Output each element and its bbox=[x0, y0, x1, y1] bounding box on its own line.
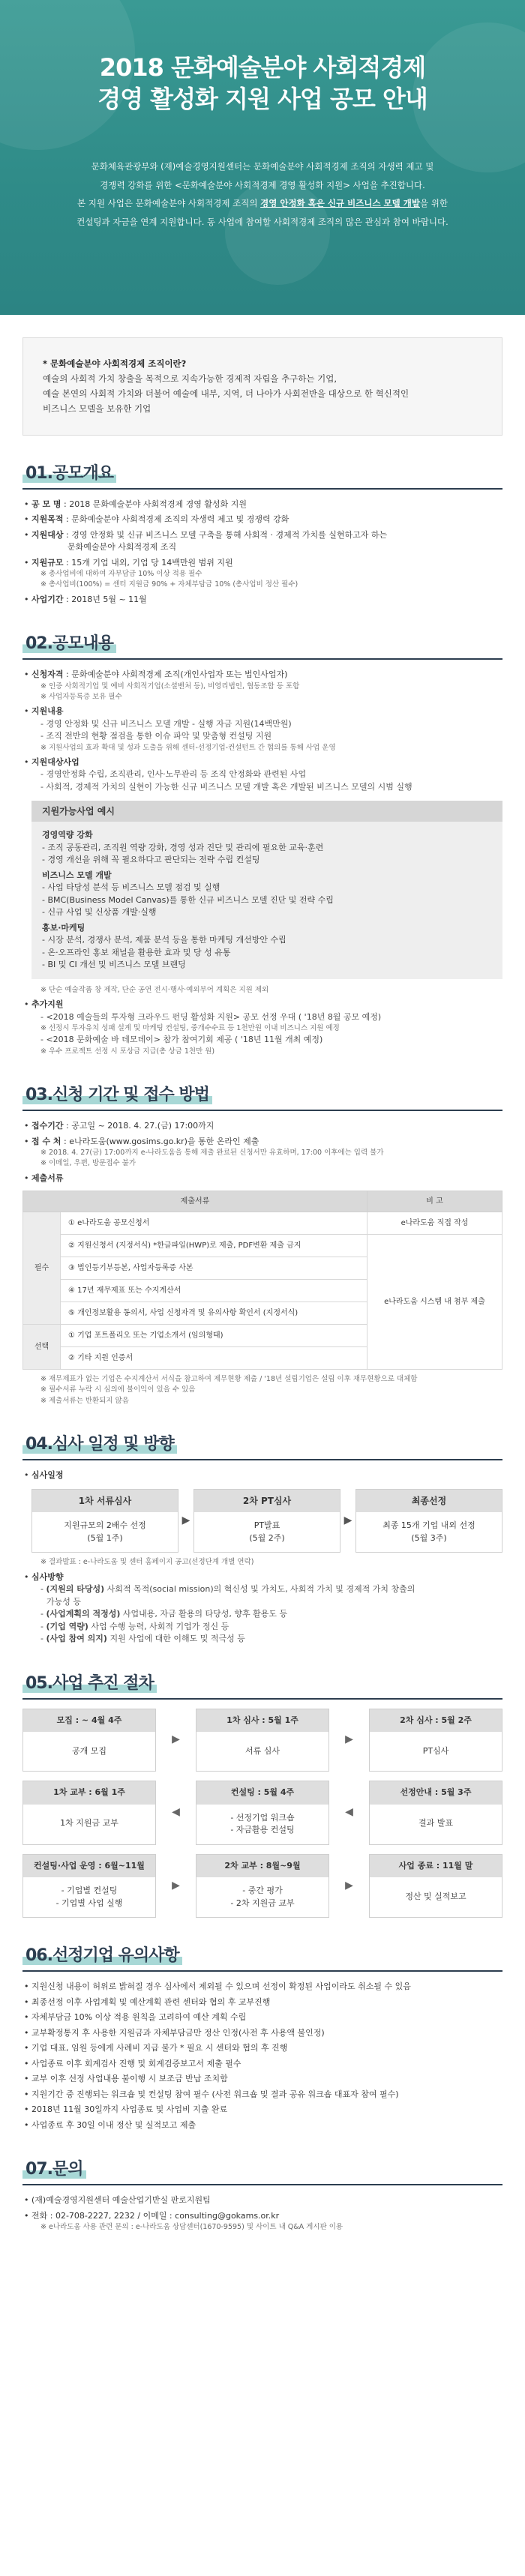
section-title-text bbox=[22, 1086, 212, 1104]
example-item: - 사업 타당성 분석 등 비즈니스 모델 점검 및 실행 bbox=[42, 882, 220, 893]
section-number: 01. bbox=[26, 463, 52, 483]
note: ※ e나라도움 사용 관련 문의 : e-나라도움 상담센터(1670-9595) 및 사이트 내 Q&A 게시판 이용 bbox=[40, 2223, 344, 2231]
item-key: 지원대상 bbox=[32, 529, 64, 540]
process-step bbox=[22, 1854, 156, 1919]
section-name: 공모내용 bbox=[52, 634, 113, 653]
note: ※ 지원사업의 효과 확대 및 성과 도출을 위해 센터-선정기업-컨설턴트 간 협의를 통해 사업 운영 bbox=[40, 743, 336, 752]
notice-item: • 지원신청 내용이 허위로 밝혀질 경우 심사에서 제외될 수 있으며 선정이 확정된 사업이라도 취소될 수 있음 bbox=[22, 1981, 502, 1993]
direction-value: 사업 수행 능력, 사회적 기업가 정신 등 bbox=[88, 1621, 230, 1631]
note: ※ 총사업비에 대하여 자부담금 10% 이상 적용 필수 bbox=[40, 570, 202, 578]
schedule-date: (5월 3주) bbox=[411, 1532, 447, 1543]
step-title: 모집 : ~ 4월 4주 bbox=[23, 1709, 155, 1733]
item-key: 지원목적 bbox=[32, 514, 64, 524]
review-schedule bbox=[32, 1489, 502, 1553]
arrow-left-icon: ◀ bbox=[172, 1806, 180, 1819]
process-step bbox=[369, 1854, 502, 1919]
section-name: 선정기업 유의사항 bbox=[52, 1946, 179, 1965]
process-step bbox=[22, 1781, 156, 1845]
desc-line: 문화체육관광부와 (재)예술경영지원센터는 문화예술분야 사회적경제 조직의 자생력 제고 및 bbox=[91, 161, 434, 172]
review-direction: - (사업계획의 적정성) 사업내용, 자금 활용의 타당성, 향후 활용도 등 bbox=[40, 1609, 288, 1619]
schedule-box-body bbox=[194, 1512, 340, 1552]
section-number: 06. bbox=[26, 1946, 52, 1965]
intro-line: 예술 본연의 사회적 가치와 더불어 예술에 내부, 지역, 더 나아가 사회전반을 대상으로 한 혁신적인 bbox=[43, 388, 410, 400]
example-item: - 온·오프라인 홍보 채널을 활용한 효과 및 당 성 유통 bbox=[42, 947, 231, 957]
notice-item: • 2018년 11월 30일까지 사업종료 및 사업비 지출 완료 bbox=[22, 2104, 502, 2116]
table-cell: ① e나라도움 공모신청서 bbox=[61, 1212, 368, 1235]
note: ※ 우수 프로젝트 선정 시 포상금 지급(총 상금 1천만 원) bbox=[40, 1047, 215, 1056]
section-title bbox=[22, 1671, 502, 1700]
section-title bbox=[22, 1432, 502, 1460]
table-cell: e나라도움 직접 작성 bbox=[368, 1212, 502, 1235]
note: ※ 선정시 투자유치 성패 설계 및 마케팅 컨설팅, 중개수수료 등 1천만원 이내 비즈니스 지원 예정 bbox=[40, 1024, 340, 1032]
item-value: : 경영 안정화 및 신규 비즈니스 모델 구축을 통해 사회적 · 경제적 가치를 실현하고자 하는 bbox=[63, 529, 388, 540]
table-cell: ② 지원신청서 (지정서식) *한글파일(HWP)로 제출, PDF변환 제출 금지 bbox=[61, 1235, 368, 1257]
section-application bbox=[0, 1083, 525, 1406]
step-body: PT심사 bbox=[422, 1745, 449, 1756]
example-category: 홍보·마케팅 bbox=[42, 922, 86, 933]
arrow-right-icon: ▶ bbox=[172, 1733, 180, 1746]
section-number: 02. bbox=[26, 634, 52, 653]
notice-item: • 자체부담금 10% 이상 적용 원칙을 고려하여 예산 계획 수립 bbox=[22, 2011, 502, 2024]
review-item bbox=[22, 1571, 502, 1584]
section-name: 문의 bbox=[52, 2160, 83, 2179]
example-item: - 경영 개선을 위해 꼭 필요하다고 판단되는 전략 수립 컨설팅 bbox=[42, 855, 260, 865]
notice-item: • 기업 대표, 임원 등에게 사례비 지급 불가 * 필요 시 센터와 협의 후 진행 bbox=[22, 2042, 502, 2055]
table-cell: ② 기타 지원 인증서 bbox=[61, 1347, 368, 1370]
step-body: 결과 발표 bbox=[418, 1818, 453, 1829]
direction-value: 사업내용, 자금 활용의 타당성, 향후 활용도 등 bbox=[120, 1609, 288, 1619]
section-number: 07. bbox=[26, 2160, 52, 2179]
application-item bbox=[22, 1136, 502, 1149]
note: ※ 재무제표가 없는 기업은 수지계산서 서식을 참고하여 제무현황 제출 / '18년 설립기업은 설립 이후 재무현황으로 대체함 bbox=[40, 1375, 418, 1383]
section-title bbox=[22, 2157, 502, 2185]
direction-key: (기업 역량) bbox=[46, 1621, 88, 1631]
item-key: 추가지원 bbox=[32, 999, 64, 1009]
notice-item: • 최종선정 이후 사업계획 및 예산계획 관련 센터와 협의 후 교부진행 bbox=[22, 1996, 502, 2009]
note: ※ 필수서류 누락 시 심의에 불이익이 있을 수 있음 bbox=[40, 1385, 196, 1394]
schedule-box bbox=[32, 1489, 178, 1553]
schedule-text: PT발표 bbox=[254, 1520, 280, 1531]
process-step bbox=[196, 1854, 329, 1919]
step-title: 2차 교부 : 8월~9월 bbox=[196, 1855, 328, 1878]
desc-line bbox=[52, 195, 472, 213]
schedule-box-title: 1차 서류심사 bbox=[32, 1490, 178, 1512]
overview-item bbox=[22, 514, 502, 526]
example-item: - 신규 사업 및 신상품 개발·실행 bbox=[42, 907, 157, 918]
table-cell: e나라도움 시스템 내 첨부 제출 bbox=[368, 1235, 502, 1370]
step-body: - 기업별 컨설팅 - 기업별 사업 실행 bbox=[56, 1886, 123, 1908]
note: ※ 결과발표 : e-나라도움 및 센터 홈페이지 공고(선정단계 개별 연락) bbox=[40, 1558, 254, 1567]
intro-line: 비즈니스 모델을 보유한 기업 bbox=[43, 403, 152, 415]
direction-key: (사업 참여 의지) bbox=[46, 1634, 107, 1643]
page-title bbox=[0, 0, 525, 115]
sub-item: - 조직 전반의 현황 점검을 통한 이슈 파악 및 맞춤형 컨설팅 지원 bbox=[40, 731, 272, 741]
title-line2: 경영 활성화 지원 사업 공모 안내 bbox=[98, 84, 428, 113]
item-value: : e나라도움(www.gosims.go.kr)을 통한 온라인 제출 bbox=[61, 1136, 260, 1146]
item-key: 지원대상사업 bbox=[32, 756, 80, 767]
review-direction: - (사업 참여 의지) 지원 사업에 대한 이해도 및 적극성 등 bbox=[40, 1634, 245, 1643]
process-row bbox=[22, 1709, 502, 1772]
contact-item[interactable]: • 전화 : 02-708-2227, 2232 / 이메일 : consulting@gokams.or.kr bbox=[22, 2210, 502, 2223]
step-title: 컨설팅·사업 운영 : 6월~11월 bbox=[23, 1855, 155, 1878]
example-item: - BMC(Business Model Canvas)를 통한 신규 비즈니스 모델 진단 및 전략 수립 bbox=[42, 894, 334, 905]
section-title-text bbox=[22, 1946, 182, 1965]
section-content bbox=[0, 631, 525, 1057]
note: ※ 사업자등록증 보유 필수 bbox=[40, 692, 122, 701]
section-name: 사업 추진 절차 bbox=[52, 1673, 154, 1693]
schedule-text: 최종 15개 기업 내외 선정 bbox=[382, 1520, 476, 1531]
review-item bbox=[22, 1469, 502, 1482]
process-step bbox=[196, 1781, 329, 1845]
desc-highlight: 경영 안정화 혹은 신규 비즈니스 모델 개발 bbox=[260, 198, 420, 209]
desc-text: 을 위한 bbox=[420, 198, 448, 209]
section-title-text bbox=[22, 1674, 157, 1693]
header-banner bbox=[0, 0, 525, 315]
schedule-box-title: 2차 PT심사 bbox=[194, 1490, 340, 1512]
direction-key: (지원의 타당성) bbox=[46, 1584, 105, 1594]
step-body: 공개 모집 bbox=[71, 1745, 106, 1756]
note: ※ 인증 사회적기업 및 예비 사회적기업(소셜벤처 등), 비영리법인, 협동조합 등 포함 bbox=[40, 681, 300, 690]
note: ※ 이메일, 우편, 방문접수 불가 bbox=[40, 1159, 136, 1168]
schedule-box-body bbox=[32, 1512, 178, 1552]
example-box bbox=[32, 801, 502, 979]
example-item: - 시장 분석, 경쟁사 분석, 제품 분석 등을 통한 마케팅 개선방안 수립 bbox=[42, 935, 286, 945]
example-category: 경영역량 강화 bbox=[42, 830, 93, 840]
item-value: : 2018년 5월 ~ 11월 bbox=[63, 594, 147, 604]
table-cell: ⑤ 개인정보활용 동의서, 사업 신청자격 및 유의사항 확인서 (지정서식) bbox=[61, 1302, 368, 1325]
item-key: 심사방향 bbox=[32, 1571, 64, 1582]
table-row bbox=[23, 1212, 502, 1235]
section-title-text bbox=[22, 2160, 86, 2179]
overview-item bbox=[22, 529, 502, 542]
process-step bbox=[369, 1781, 502, 1845]
item-value: : 문화예술분야 사회적경제 조직(개인사업자 또는 법인사업자) bbox=[63, 669, 288, 679]
intro-line: 예술의 사회적 가치 창출을 목적으로 지속가능한 경제적 자립을 추구하는 기업, bbox=[43, 373, 338, 385]
table-header-row bbox=[23, 1191, 502, 1212]
section-name: 공모개요 bbox=[52, 463, 113, 483]
section-number: 05. bbox=[26, 1673, 52, 1693]
section-title-text bbox=[22, 1435, 177, 1454]
schedule-date: (5월 2주) bbox=[249, 1532, 285, 1543]
header-description bbox=[52, 158, 472, 231]
step-title: 사업 종료 : 11월 말 bbox=[370, 1855, 502, 1878]
process-step bbox=[369, 1709, 502, 1772]
section-number: 04. bbox=[26, 1434, 52, 1454]
table-row bbox=[23, 1235, 502, 1257]
arrow-right-icon: ▶ bbox=[344, 1514, 352, 1527]
arrow-left-icon: ◀ bbox=[345, 1806, 353, 1819]
title-line1: 2018 문화예술분야 사회적경제 bbox=[99, 53, 426, 82]
arrow-right-icon: ▶ bbox=[345, 1733, 353, 1746]
item-key: 접수기간 bbox=[32, 1121, 64, 1131]
section-process bbox=[0, 1671, 525, 1919]
overview-item bbox=[22, 499, 502, 511]
table-cell: ③ 법인등기부등본, 사업자등록증 사본 bbox=[61, 1257, 368, 1280]
application-item bbox=[22, 1173, 502, 1185]
direction-key: (사업계획의 적정성) bbox=[46, 1609, 121, 1619]
arrow-right-icon: ▶ bbox=[182, 1514, 190, 1527]
section-number: 03. bbox=[26, 1086, 52, 1104]
table-header: 제출서류 bbox=[23, 1191, 368, 1212]
process-row bbox=[22, 1781, 502, 1845]
notice-item: • 사업종료 이후 회계검사 진행 및 회계검증보고서 제출 필수 bbox=[22, 2058, 502, 2071]
item-key: 지원내용 bbox=[32, 706, 64, 716]
process-step bbox=[22, 1709, 156, 1772]
step-title: 1차 교부 : 6월 1주 bbox=[23, 1781, 155, 1805]
section-notice bbox=[0, 1943, 525, 2131]
application-item bbox=[22, 1120, 502, 1133]
example-category: 비즈니스 모델 개발 bbox=[42, 870, 112, 880]
step-title: 컨설팅 : 5월 4주 bbox=[196, 1781, 328, 1805]
section-overview bbox=[0, 461, 525, 607]
sub-item: - <2018 문화예술 바 데모데이> 참가 참여기회 제공 ( '18년 11월 개최 예정) bbox=[40, 1035, 323, 1045]
note: ※ 총사업비(100%) = 센터 지원금 90% + 자체부담금 10% (총사업비 정산 필수) bbox=[40, 580, 298, 589]
arrow-right-icon: ▶ bbox=[172, 1879, 180, 1892]
review-direction: - (지원의 타당성) 사회적 목적(social mission)의 혁신성 및 가치도, 사회적 가치 및 경제적 가치 창출의 bbox=[40, 1584, 416, 1594]
note: ※ 제출서류는 반환되지 않음 bbox=[40, 1396, 129, 1405]
note: ※ 단순 예술작품 창 제작, 단순 공연 전시·행사·예외부어 계획은 지원 제외 bbox=[40, 985, 269, 994]
desc-line: 컨설팅과 자금을 연계 지원합니다. 동 사업에 참여할 사회적경제 조직의 많은 관심과 참여 바랍니다. bbox=[76, 216, 448, 227]
arrow-right-icon: ▶ bbox=[345, 1879, 353, 1892]
contact-item: • (재)예술경영지원센터 예술산업기반실 판로지원팀 bbox=[22, 2194, 502, 2207]
step-title: 선정안내 : 5월 3주 bbox=[370, 1781, 502, 1805]
overview-item bbox=[22, 557, 502, 570]
example-box-title: 지원가능사업 예시 bbox=[32, 801, 502, 822]
intro-box bbox=[22, 337, 502, 436]
section-contact bbox=[0, 2157, 525, 2233]
table-header: 비 고 bbox=[368, 1191, 502, 1212]
item-key: 심사일정 bbox=[32, 1469, 64, 1480]
section-title-text bbox=[22, 634, 116, 653]
step-body: - 선정기업 워크숍 - 자금활용 컨설팅 bbox=[230, 1812, 295, 1835]
example-item: - 조직 공동관리, 조직원 역량 강화, 경영 성과 진단 및 관리에 필요한 교육·훈련 bbox=[42, 842, 324, 852]
schedule-box bbox=[194, 1489, 340, 1553]
item-value: : 15개 기업 내외, 기업 당 14백만원 범위 지원 bbox=[63, 557, 233, 568]
section-title bbox=[22, 1943, 502, 1972]
content-item bbox=[22, 669, 502, 681]
schedule-box-body bbox=[356, 1512, 502, 1552]
step-body: 1차 지원금 교부 bbox=[60, 1818, 118, 1829]
schedule-text: 지원규모의 2배수 선정 bbox=[64, 1520, 146, 1531]
section-name: 신청 기간 및 접수 방법 bbox=[52, 1086, 209, 1104]
item-key: 접 수 처 bbox=[32, 1136, 62, 1146]
direction-value: 지원 사업에 대한 이해도 및 적극성 등 bbox=[106, 1634, 245, 1643]
direction-value: 사회적 목적(social mission)의 혁신성 및 가치도, 사회적 가치 및 경제적 가치 창출의 bbox=[104, 1584, 416, 1594]
overview-item bbox=[22, 594, 502, 607]
section-title-text bbox=[22, 464, 116, 483]
item-key: 제출서류 bbox=[32, 1173, 64, 1183]
desc-text: 본 지원 사업은 문화예술분야 사회적경제 조직의 bbox=[77, 198, 261, 209]
notice-item: • 교부 이후 선정 사업내용 불이행 시 보조금 반납 조치함 bbox=[22, 2073, 502, 2086]
example-box-body bbox=[32, 822, 502, 972]
step-body: 정산 및 실적보고 bbox=[405, 1891, 466, 1901]
example-item: - BI 및 CI 개선 및 비즈니스 모델 브랜딩 bbox=[42, 960, 186, 970]
item-value: : 문화예술분야 사회적경제 조직의 자생력 제고 및 경쟁력 강화 bbox=[63, 514, 290, 524]
schedule-box-title: 최종선정 bbox=[356, 1490, 502, 1512]
content-item bbox=[22, 705, 502, 718]
sub-item: - 사회적, 경제적 가치의 실현이 가능한 신규 비즈니스 모델 개발 혹은 개발된 비즈니스 모델의 시범 실행 bbox=[40, 781, 412, 792]
step-body: 서류 심사 bbox=[244, 1745, 280, 1756]
table-cell: ④ 17년 재무제표 또는 수지계산서 bbox=[61, 1280, 368, 1302]
sub-item: - 경영안정화 수립, 조직관리, 인사·노무관리 등 조직 안정화와 관련된 사업 bbox=[40, 769, 307, 780]
step-title: 1차 심사 : 5월 1주 bbox=[196, 1709, 328, 1733]
review-direction: - (기업 역량) 사업 수행 능력, 사회적 기업가 정신 등 bbox=[40, 1621, 230, 1631]
item-key: 신청자격 bbox=[32, 669, 64, 679]
row-group-label: 필수 bbox=[23, 1212, 61, 1325]
schedule-box bbox=[356, 1489, 502, 1553]
review-direction-cont: 가능성 등 bbox=[46, 1596, 82, 1607]
desc-line: 경쟁력 강화를 위한 <문화예술분야 사회적경제 경영 활성화 지원> 사업을 추진합니다. bbox=[100, 179, 425, 190]
section-title bbox=[22, 631, 502, 660]
process-row bbox=[22, 1854, 502, 1919]
item-key: 지원규모 bbox=[32, 557, 64, 568]
section-title bbox=[22, 1083, 502, 1111]
intro-question: * 문화예술분야 사회적경제 조직이란? bbox=[43, 358, 187, 369]
content-item bbox=[22, 756, 502, 769]
footer-spacer bbox=[0, 2233, 525, 2248]
section-review bbox=[0, 1432, 525, 1646]
notice-item: • 지원기간 중 진행되는 워크숍 및 컨설팅 참여 필수 (사전 워크숍 및 결과 공유 워크숍 대표자 참여 필수) bbox=[22, 2089, 502, 2101]
section-title bbox=[22, 461, 502, 490]
item-key: 사업기간 bbox=[32, 594, 64, 604]
content-item bbox=[22, 999, 502, 1011]
sub-item: - 경영 안정화 및 신규 비즈니스 모델 개발 - 실행 자금 지원(14백만원) bbox=[40, 718, 292, 729]
item-value: : 2018 문화예술분야 사회적경제 경영 활성화 지원 bbox=[61, 499, 247, 509]
sub-item: - <2018 예술들의 투자형 크라우드 펀딩 활성화 지원> 공모 선정 우대 ( '18년 8월 공모 예정) bbox=[40, 1011, 382, 1022]
step-title: 2차 심사 : 5월 2주 bbox=[370, 1709, 502, 1733]
item-key: 공 모 명 bbox=[32, 499, 62, 509]
notice-item: • 교부확정통지 후 사용한 지원금과 자체부담금만 정산 인정(사전 후 사용액 불인정) bbox=[22, 2027, 502, 2040]
table-cell: ① 기업 포트폴리오 또는 기업소개서 (임의형태) bbox=[61, 1325, 368, 1347]
documents-table bbox=[22, 1191, 502, 1370]
schedule-date: (5월 1주) bbox=[87, 1532, 123, 1543]
step-body: - 중간 평가 - 2차 지원금 교부 bbox=[230, 1886, 295, 1908]
section-name: 심사 일정 및 방향 bbox=[52, 1434, 174, 1454]
item-value: : 공고일 ~ 2018. 4. 27.(금) 17:00까지 bbox=[63, 1121, 214, 1131]
row-group-label: 선택 bbox=[23, 1325, 61, 1370]
process-step bbox=[196, 1709, 329, 1772]
overview-item-cont: 문화예술분야 사회적경제 조직 bbox=[68, 542, 177, 552]
notice-item: • 사업종료 후 30일 이내 정산 및 실적보고 제출 bbox=[22, 2119, 502, 2132]
note: ※ 2018. 4. 27(금) 17:00까지 e-나라도움을 통해 제출 완료된 신청서만 유효하며, 17:00 이후에는 입력 불가 bbox=[40, 1149, 384, 1157]
